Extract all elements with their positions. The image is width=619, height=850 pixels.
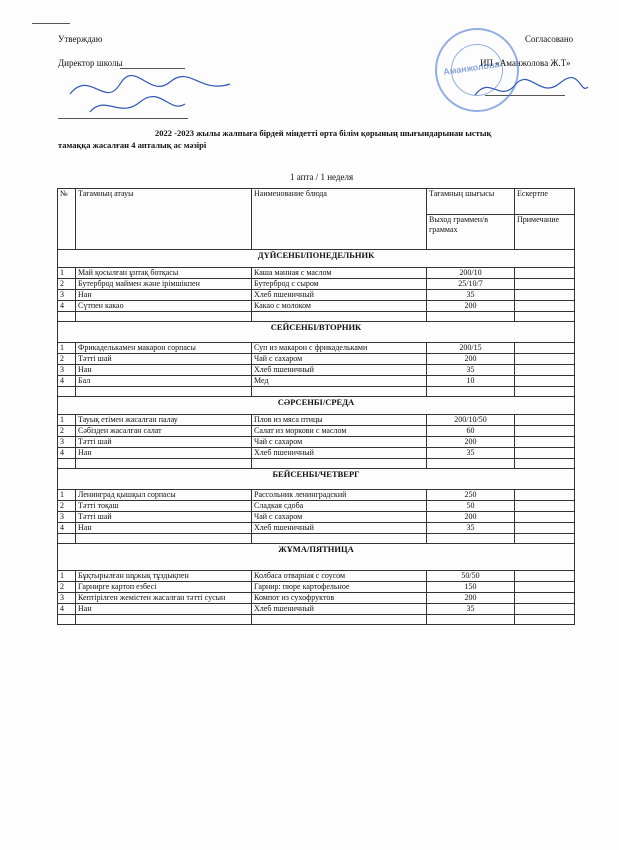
empty-cell <box>252 459 427 469</box>
table-row <box>58 279 575 290</box>
dish-name-kz: Тәтті шай <box>76 512 252 523</box>
empty-cell <box>515 387 575 397</box>
dish-yield: 200 <box>427 437 515 448</box>
dish-name-kz: Нан <box>76 448 252 459</box>
day-name: СӘРСЕНБІ/СРЕДА <box>58 397 575 415</box>
dish-name-kz: Ленинград қышқыл сорпасы <box>76 490 252 501</box>
empty-cell <box>515 459 575 469</box>
col-name-kz-header: Тағамның атауы <box>76 189 252 250</box>
row-number: 1 <box>58 415 76 426</box>
col-num-header: № <box>58 189 76 250</box>
table-row <box>58 343 575 354</box>
row-number: 2 <box>58 501 76 512</box>
empty-cell <box>76 534 252 544</box>
row-number: 2 <box>58 426 76 437</box>
dish-yield: 200 <box>427 593 515 604</box>
director-signature <box>60 64 240 124</box>
dish-name-ru: Хлеб пшеничный <box>252 290 427 301</box>
dish-name-ru: Хлеб пшеничный <box>252 604 427 615</box>
dish-note <box>515 301 575 312</box>
row-number: 4 <box>58 301 76 312</box>
week-label: 1 апта / 1 неделя <box>290 172 354 182</box>
dish-name-kz: Нан <box>76 365 252 376</box>
table-row <box>58 448 575 459</box>
dish-name-kz: Нан <box>76 604 252 615</box>
empty-cell <box>58 312 76 322</box>
dish-yield: 200 <box>427 512 515 523</box>
dish-note <box>515 593 575 604</box>
dish-name-kz: Тәтті тоқаш <box>76 501 252 512</box>
day-name: ЖҰМА/ПЯТНИЦА <box>58 544 575 571</box>
dish-yield: 200 <box>427 354 515 365</box>
table-row <box>58 604 575 615</box>
table-row <box>58 512 575 523</box>
dish-yield: 35 <box>427 448 515 459</box>
dish-name-kz: Нан <box>76 523 252 534</box>
dish-name-ru: Рассольник ленинградский <box>252 490 427 501</box>
dish-name-kz: Сәбізден жасалған салат <box>76 426 252 437</box>
dish-note <box>515 512 575 523</box>
table-row <box>58 354 575 365</box>
dish-note <box>515 604 575 615</box>
row-number: 1 <box>58 490 76 501</box>
empty-cell <box>58 534 76 544</box>
row-number: 2 <box>58 582 76 593</box>
dish-yield: 150 <box>427 582 515 593</box>
top-corner-line <box>32 23 70 24</box>
empty-cell <box>76 615 252 625</box>
day-name: ДҮЙСЕНБІ/ПОНЕДЕЛЬНИК <box>58 250 575 268</box>
empty-cell <box>58 387 76 397</box>
dish-name-ru: Мед <box>252 376 427 387</box>
row-number: 1 <box>58 343 76 354</box>
dish-yield: 10 <box>427 376 515 387</box>
dish-note <box>515 354 575 365</box>
dish-name-ru: Какао с молоком <box>252 301 427 312</box>
dish-note <box>515 426 575 437</box>
empty-cell <box>58 459 76 469</box>
col-name-ru-header: Наименование блюда <box>252 189 427 250</box>
dish-yield: 35 <box>427 604 515 615</box>
dish-name-kz: Кептірілген жемістен жасалған тәтті сусын <box>76 593 252 604</box>
empty-cell <box>252 387 427 397</box>
empty-cell <box>58 615 76 625</box>
table-row <box>58 301 575 312</box>
dish-name-kz: Сүтпен какао <box>76 301 252 312</box>
dish-yield: 35 <box>427 365 515 376</box>
day-header-row <box>58 544 575 571</box>
table-row <box>58 501 575 512</box>
dish-yield: 200/15 <box>427 343 515 354</box>
dish-note <box>515 490 575 501</box>
dish-name-kz: Тауық етімен жасалған палау <box>76 415 252 426</box>
row-number: 3 <box>58 290 76 301</box>
empty-cell <box>427 312 515 322</box>
agree-label: Согласовано <box>525 34 574 44</box>
dish-note <box>515 437 575 448</box>
dish-name-kz: Май қосылған ұнтақ ботқасы <box>76 268 252 279</box>
dish-note <box>515 415 575 426</box>
empty-cell <box>515 312 575 322</box>
row-number: 4 <box>58 523 76 534</box>
row-number: 4 <box>58 448 76 459</box>
empty-cell <box>515 534 575 544</box>
empty-cell <box>252 534 427 544</box>
dish-name-ru: Чай с сахаром <box>252 437 427 448</box>
day-name: СЕЙСЕНБІ/ВТОРНИК <box>58 322 575 343</box>
dish-yield: 60 <box>427 426 515 437</box>
table-row <box>58 426 575 437</box>
dish-note <box>515 501 575 512</box>
document-title-line1: 2022 -2023 жылы жалпыға бірдей міндетті орта білім қорының шығындарынан ыстық <box>155 128 492 138</box>
table-row <box>58 268 575 279</box>
row-number: 4 <box>58 604 76 615</box>
row-number: 2 <box>58 354 76 365</box>
table-row <box>58 490 575 501</box>
approve-label: Утверждаю <box>58 34 103 44</box>
day-header-row <box>58 469 575 490</box>
dish-note <box>515 448 575 459</box>
row-number: 1 <box>58 268 76 279</box>
col-yield-ru-header: Выход граммен/в граммах <box>427 215 515 250</box>
dish-name-kz: Бал <box>76 376 252 387</box>
row-number: 4 <box>58 376 76 387</box>
spacer-row <box>58 387 575 397</box>
dish-name-ru: Компот из сухофруктов <box>252 593 427 604</box>
document-title-line2: тамаққа жасалған 4 апталық ас мәзірі <box>58 140 207 150</box>
dish-name-ru: Хлеб пшеничный <box>252 448 427 459</box>
dish-name-ru: Чай с сахаром <box>252 354 427 365</box>
spacer-row <box>58 534 575 544</box>
dish-name-ru: Бутерброд с сыром <box>252 279 427 290</box>
dish-yield: 35 <box>427 523 515 534</box>
director-label: Директор школы <box>58 58 123 68</box>
day-header-row <box>58 250 575 268</box>
empty-cell <box>427 615 515 625</box>
dish-note <box>515 279 575 290</box>
empty-cell <box>427 534 515 544</box>
table-row <box>58 290 575 301</box>
dish-name-ru: Каша манная с маслом <box>252 268 427 279</box>
dish-note <box>515 365 575 376</box>
empty-cell <box>76 387 252 397</box>
table-row <box>58 593 575 604</box>
dish-note <box>515 582 575 593</box>
dish-note <box>515 268 575 279</box>
dish-name-ru: Плов из мяса птицы <box>252 415 427 426</box>
dish-name-ru: Колбаса отварная с соусом <box>252 571 427 582</box>
empty-cell <box>515 615 575 625</box>
dish-yield: 200/10/50 <box>427 415 515 426</box>
empty-cell <box>252 312 427 322</box>
dish-note <box>515 523 575 534</box>
dish-name-kz: Бұқтырылған шұжық тұздықпен <box>76 571 252 582</box>
empty-cell <box>76 459 252 469</box>
dish-name-kz: Бутерброд маймен және ірімшікпен <box>76 279 252 290</box>
table-row <box>58 365 575 376</box>
row-number: 2 <box>58 279 76 290</box>
dish-name-kz: Тәтті шай <box>76 437 252 448</box>
spacer-row <box>58 459 575 469</box>
dish-note <box>515 571 575 582</box>
dish-yield: 250 <box>427 490 515 501</box>
table-row <box>58 582 575 593</box>
dish-name-kz: Фрикаделькамен макарон сорпасы <box>76 343 252 354</box>
dish-yield: 25/10/7 <box>427 279 515 290</box>
table-row <box>58 571 575 582</box>
dish-yield: 200 <box>427 301 515 312</box>
dish-name-ru: Сладкая сдоба <box>252 501 427 512</box>
header-row <box>58 189 575 215</box>
dish-name-ru: Салат из моркови с маслом <box>252 426 427 437</box>
dish-yield: 50 <box>427 501 515 512</box>
dish-note <box>515 376 575 387</box>
row-number: 3 <box>58 512 76 523</box>
row-number: 3 <box>58 437 76 448</box>
spacer-row <box>58 312 575 322</box>
dish-yield: 35 <box>427 290 515 301</box>
spacer-row <box>58 615 575 625</box>
day-header-row <box>58 397 575 415</box>
table-row <box>58 415 575 426</box>
day-name: БЕЙСЕНБІ/ЧЕТВЕРГ <box>58 469 575 490</box>
dish-yield: 200/10 <box>427 268 515 279</box>
empty-cell <box>427 459 515 469</box>
dish-name-ru: Чай с сахаром <box>252 512 427 523</box>
company-stamp: Аманжолова <box>435 28 519 112</box>
dish-name-ru: Гарнир: пюре картофельное <box>252 582 427 593</box>
dish-name-ru: Суп из макарон с фрикадельками <box>252 343 427 354</box>
dish-name-kz: Нан <box>76 290 252 301</box>
table-row <box>58 376 575 387</box>
table-row <box>58 523 575 534</box>
row-number: 3 <box>58 365 76 376</box>
col-yield-kz-header: Тағамның шығысы <box>427 189 515 215</box>
dish-note <box>515 290 575 301</box>
dish-note <box>515 343 575 354</box>
dish-name-ru: Хлеб пшеничный <box>252 523 427 534</box>
empty-cell <box>76 312 252 322</box>
dish-name-kz: Гарнирге картоп езбесі <box>76 582 252 593</box>
table-row <box>58 437 575 448</box>
dish-name-kz: Тәтті шай <box>76 354 252 365</box>
ip-label: ИП «Аманжолова Ж.Т» <box>480 58 571 68</box>
col-note-kz-header: Ескертпе <box>515 189 575 215</box>
row-number: 1 <box>58 571 76 582</box>
row-number: 3 <box>58 593 76 604</box>
empty-cell <box>252 615 427 625</box>
col-note-ru-header: Примечание <box>515 215 575 250</box>
dish-yield: 50/50 <box>427 571 515 582</box>
day-header-row <box>58 322 575 343</box>
dish-name-ru: Хлеб пшеничный <box>252 365 427 376</box>
menu-table <box>57 188 575 625</box>
empty-cell <box>427 387 515 397</box>
